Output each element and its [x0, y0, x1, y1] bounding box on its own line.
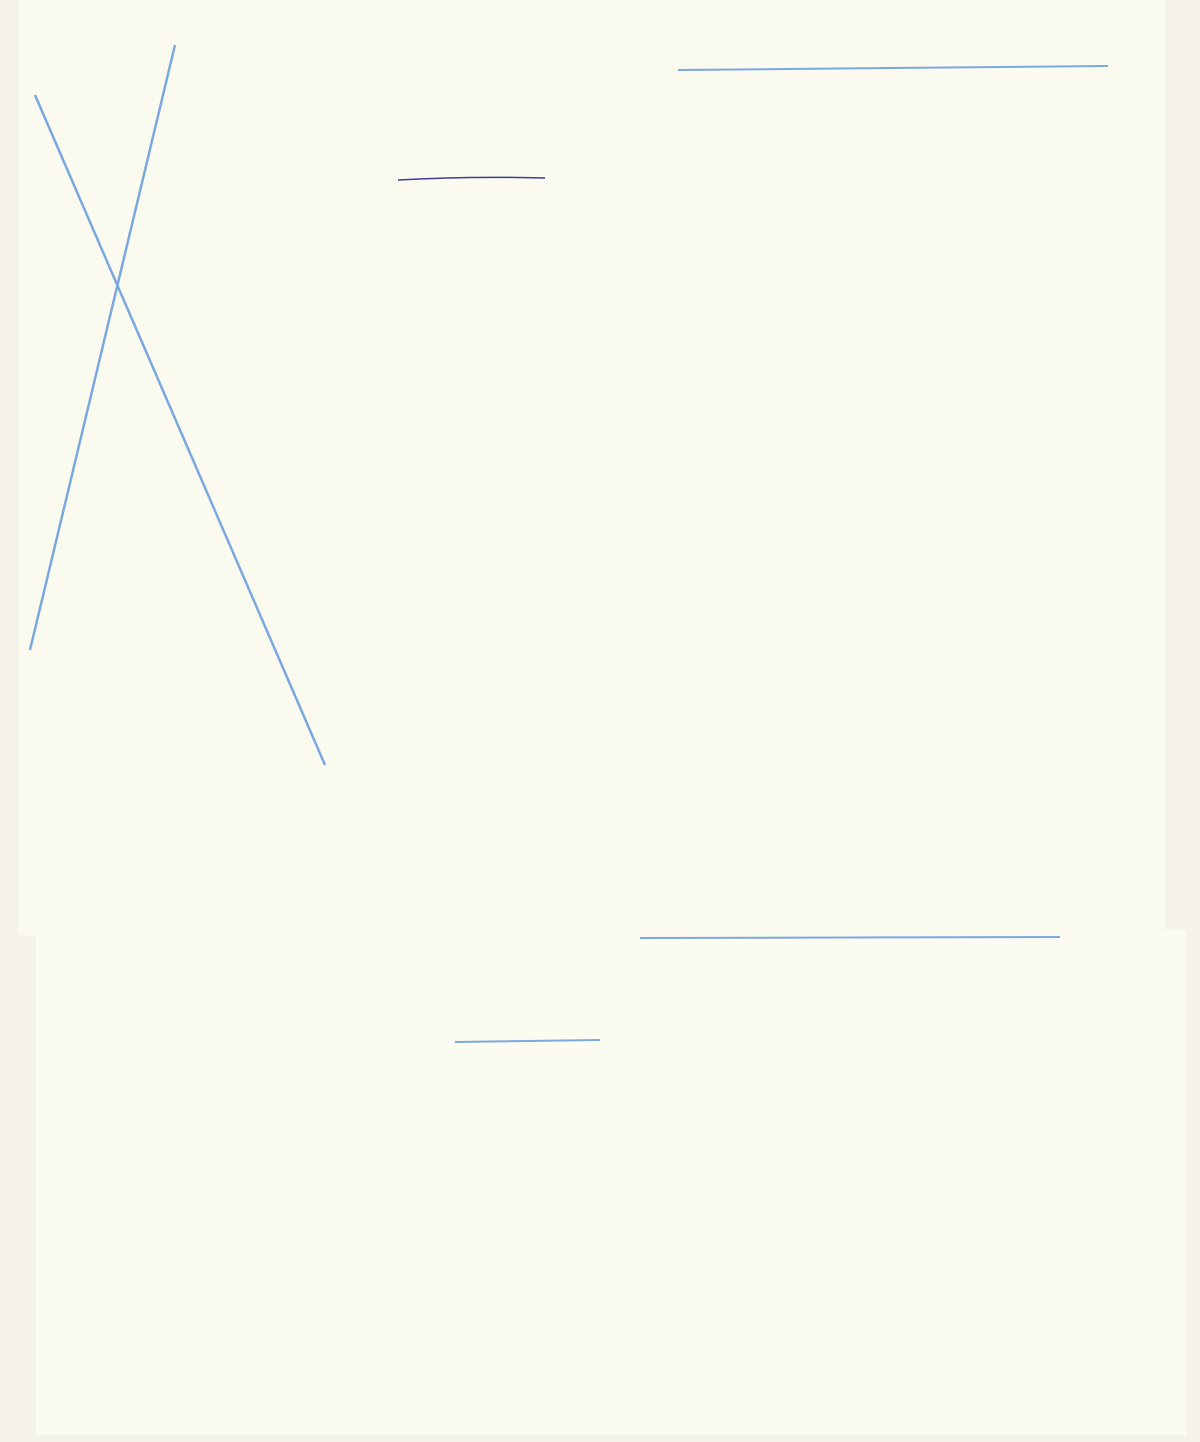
top-sheet	[18, 0, 1166, 935]
bottom-sheet	[36, 930, 1186, 1435]
